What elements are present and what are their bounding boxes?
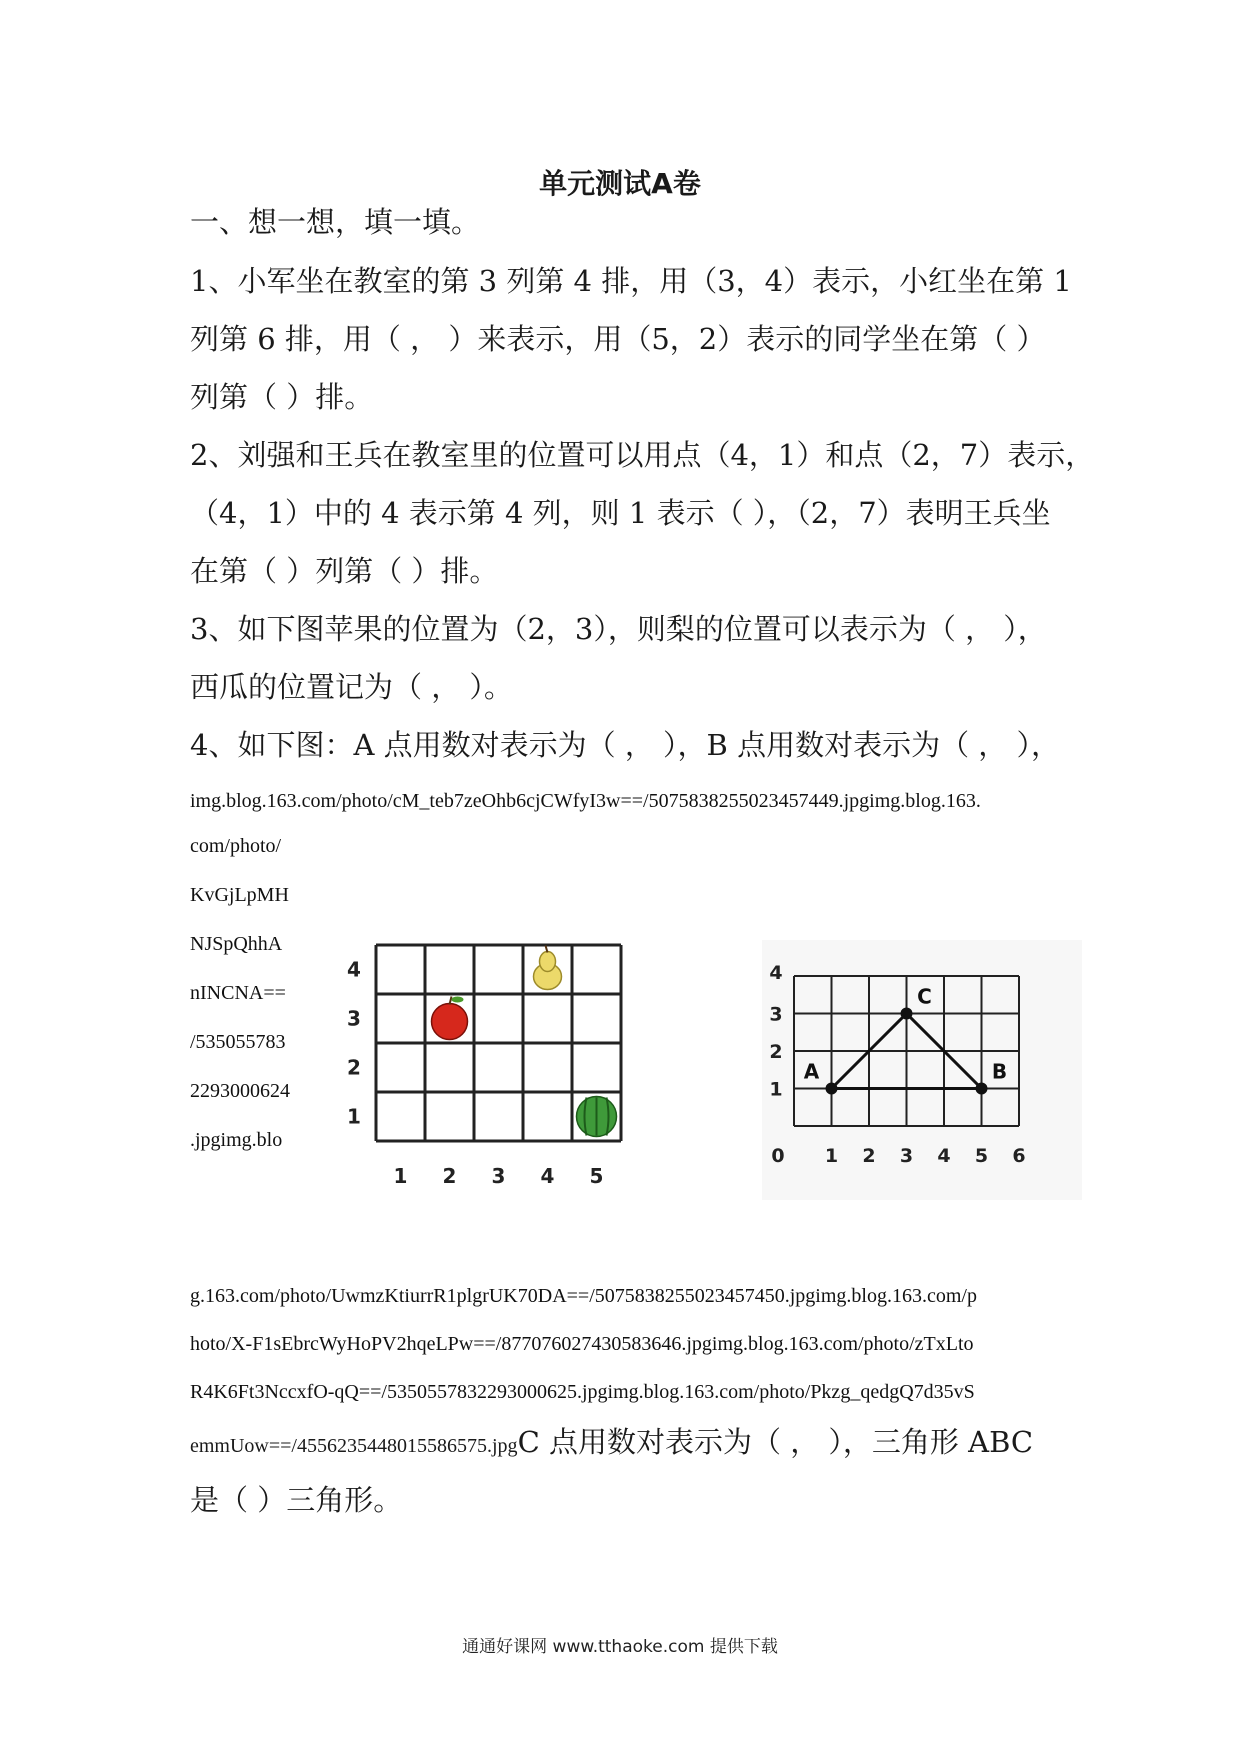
section-heading: 一、想一想，填一填。 [190, 205, 481, 239]
q1-line-2: 列第 6 排，用（ ， ）来表示，用（5，2）表示的同学坐在第（ ） [190, 322, 1046, 356]
x-axis-label: 1 [393, 1164, 408, 1188]
point-c [901, 1008, 913, 1020]
page-title: 单元测试A卷 [539, 167, 701, 200]
point-a [826, 1083, 838, 1095]
pear-top [540, 952, 556, 972]
x-axis-label: 3 [491, 1164, 506, 1188]
y-axis-label: 1 [769, 1078, 783, 1101]
url-text-2: g.163.com/photo/UwmzKtiurrR1plgrUK70DA==/5075838255023457450.jpgimg.blog.163.com/p [190, 1285, 977, 1307]
q2-line-3: 在第（ ）列第（ ）排。 [190, 554, 499, 588]
url-fragment: /535055783 [190, 1031, 286, 1053]
y-axis-label: 1 [347, 1104, 361, 1129]
y-axis-label: 3 [769, 1003, 783, 1026]
coordinate-grid-figure [762, 940, 1082, 1200]
y-axis-label: 3 [347, 1006, 361, 1031]
q2-line-2: （4，1）中的 4 表示第 4 列，则 1 表示（ ），（2，7）表明王兵坐 [190, 496, 1051, 530]
footer-text: 通通好课网 www.tthaoke.com 提供下载 [462, 1637, 778, 1657]
url-fragment: com/photo/ [190, 835, 282, 857]
fruit-grid-figure [318, 935, 638, 1205]
x-axis-label: 3 [899, 1145, 914, 1167]
q2-line-1: 2、刘强和王兵在教室里的位置可以用点（4，1）和点（2，7）表示， [190, 438, 1095, 472]
x-axis-label: 5 [974, 1145, 989, 1167]
apple-leaf [452, 997, 464, 1003]
q4-line-1: 4、如下图：A 点用数对表示为（ ， ），B 点用数对表示为（ ， ）， [190, 728, 1061, 762]
x-axis-label: 2 [862, 1145, 876, 1167]
url-column [190, 833, 290, 1176]
y-axis-label: 2 [347, 1055, 361, 1080]
x-axis-label: 4 [540, 1164, 555, 1188]
q4-line-2 [190, 1420, 1033, 1461]
q3-line-1: 3、如下图苹果的位置为（2，3），则梨的位置可以表示为（ ， ）， [190, 612, 1047, 646]
apple-icon [432, 1004, 468, 1040]
url-fragment: nINCNA== [190, 982, 286, 1004]
url-text-4: R4K6Ft3NccxfO-qQ==/5350557832293000625.jpgimg.blog.163.com/photo/Pkzg_qedgQ7d35vS [190, 1381, 975, 1403]
q4-line-3: 是（ ）三角形。 [190, 1483, 403, 1517]
url-fragment: 2293000624 [190, 1080, 290, 1102]
point-label-a: A [803, 1059, 820, 1084]
url-fragment: .jpgimg.blo [190, 1129, 283, 1151]
url-text-5: emmUow==/4556235448015586575.jpg [190, 1435, 518, 1457]
x-axis-label: 4 [937, 1145, 951, 1167]
y-axis-label: 4 [769, 962, 783, 984]
x-axis-label: 2 [442, 1164, 457, 1188]
point-b [976, 1083, 988, 1095]
y-axis-label: 4 [347, 957, 361, 982]
url-text-3: hoto/X-F1sEbrcWyHoPV2hqeLPw==/877076027430583646.jpgimg.blog.163.com/photo/zTxLto [190, 1333, 974, 1355]
q4-tail-text: C 点用数对表示为（ ， ），三角形 ABC [517, 1425, 1034, 1459]
point-label-c: C [917, 984, 932, 1009]
x-axis-label: 6 [1012, 1145, 1026, 1167]
url-fragment: KvGjLpMH [190, 884, 289, 906]
q1-line-3: 列第（ ）排。 [190, 380, 374, 414]
point-label-b: B [991, 1059, 1008, 1084]
x-axis-label: 5 [589, 1164, 604, 1188]
y-axis-label: 2 [769, 1041, 783, 1063]
url-text-1: img.blog.163.com/photo/cM_teb7zeOhb6cjCWfyI3w==/5075838255023457449.jpgimg.blog.163. [190, 790, 981, 812]
url-fragment: NJSpQhhA [190, 933, 283, 955]
q1-line-1: 1、小军坐在教室的第 3 列第 4 排，用（3，4）表示，小红坐在第 1 [190, 264, 1072, 298]
x-axis-label: 1 [824, 1145, 839, 1167]
x-axis-label: 0 [771, 1145, 785, 1167]
q3-line-2: 西瓜的位置记为（ ， ）。 [190, 670, 513, 704]
